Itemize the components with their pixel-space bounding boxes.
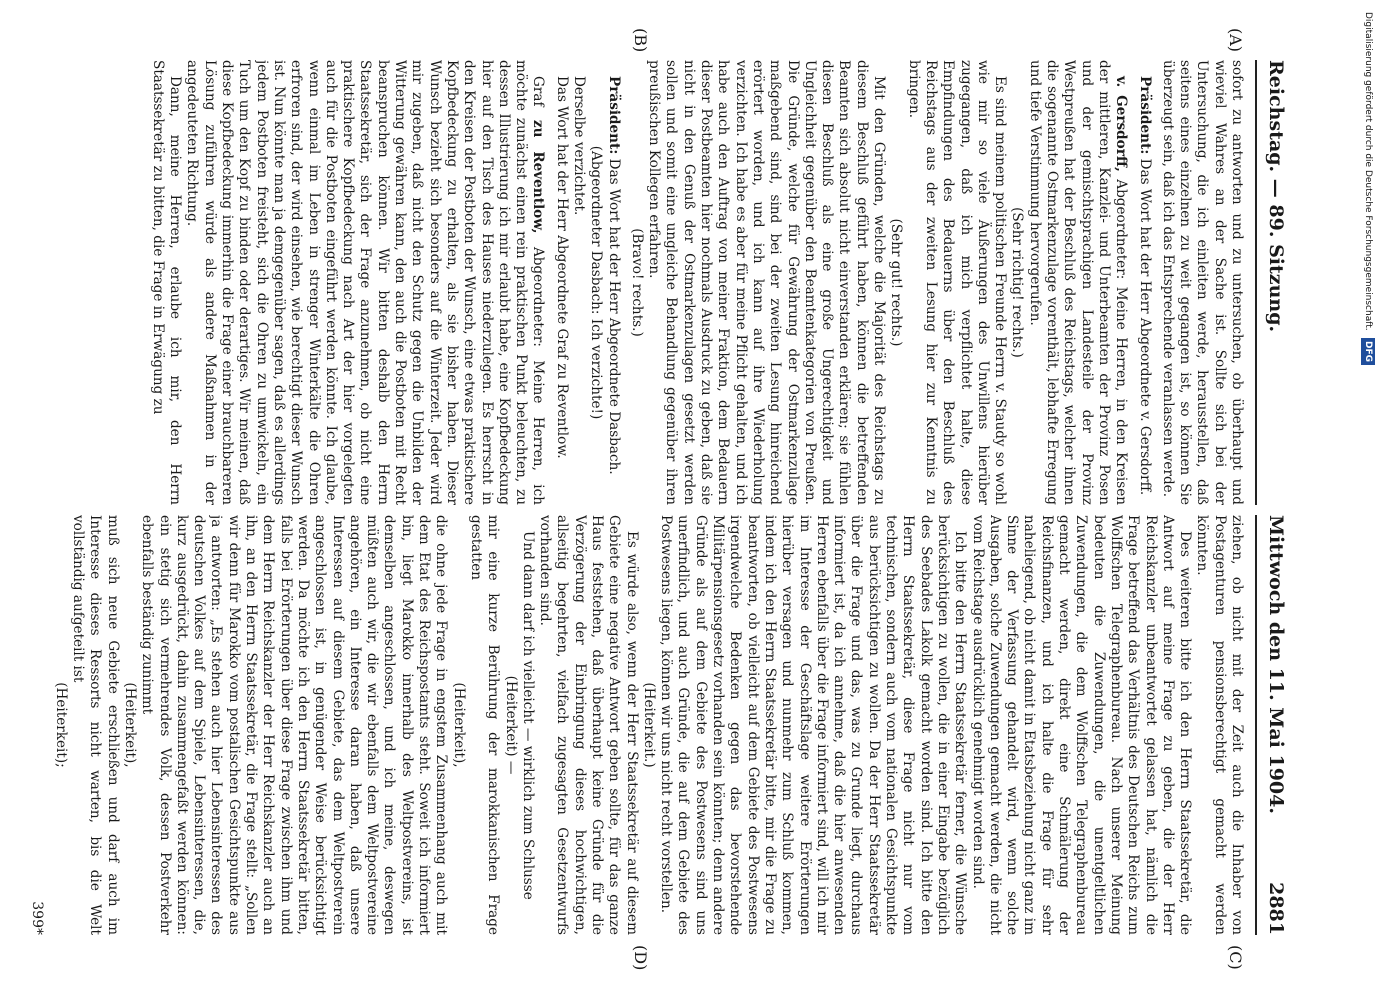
margin-letter-b: (B) (631, 28, 650, 53)
paragraph: Und dann darf ich vielleicht — wirklich zum Schlusse (519, 531, 536, 900)
header-right (1255, 515, 1287, 935)
paragraph: Derselbe verzichtet. (571, 76, 588, 216)
paragraph: die ohne jede Frage in engstem Zusammenhang auch mit dem Etat des Reichspostamts steht. Soweit ich informiert bin, liegt Marokko innerhalb des Weltpostvereins, ist demselben angeschlossen, und ich meine, deswegen müßten auch wir, die wir ebenfalls dem Weltpostvereine angehören, ein Interesse daran haben, daß unsere Interessen auf diesem Gebiete, das dem Weltpostverein angeschlossen ist, in genügender Weise berücksichtigt werden. Da möchte ich den Herrn Staatssekretär bitten, falls bei Erörterungen über diese Frage zwischen ihm und dem Herrn Reichskanzler der Herr Reichskanzler auch an ihn, an den Herrn Staatssekretär, die Frage stellt: „Sollen wir denn für Marokko vom postalischen Gesichtspunkte aus ja antworten: „Es stehen auch hier Lebensinteressen des deutschen Volkes auf dem Spiele, Lebensinteressen, die, kurz ausgedrückt, dahin zusammengefaßt werden können: ein stetig sich vermehrendes Volk, dessen Postverkehr ebenfalls beständig zunimmt (139, 515, 450, 935)
paragraph: Es würde also, wenn der Herr Staatssekretär auf diesem Gebiete eine negative Antwort geben sollte, für das ganze Haus feststehen, daß überhaupt keine Gründe für die Verzögerung der Einbringung dieses hochwichtigen, allseitig begehrten, vielfach zugesagten Gesetzentwurfs vorhanden sind. (537, 515, 640, 935)
interjection: (Sehr gut! rechts.) (888, 218, 905, 347)
margin-letter-d: (D) (631, 945, 650, 971)
interjection: (Heiterkeit.) (640, 682, 657, 768)
paragraph: Ich bitte den Herrn Staatssekretär ferner, die Wünsche berücksichtigen zu wollen, die in einer Eingabe bezüglich des Seebades Lakolk gemacht worden sind. Ich bitte den Herrn Staatssekretär, diese Frage nicht nur vom technischen, sondern auch vom nationalen Gesichtspunkte aus berücksichtigen zu wollen. Da der Herr Staatssekretär über die Frage und das, was zu Grunde liegt, durchaus informiert ist, da ich annehme, daß die hier anwesenden Herren ebenfalls über die Frage informiert sind, will ich mir im Interesse der Geschäftslage weitere Erörterungen hierüber versagen und nunmehr zum Schluß kommen, indem ich den Herrn Staatssekretär bitte, mir die Frage zu beantworten, ob vielleicht auf dem Gebiete des Postwesens irgendwelche Bedenken gegen das bevorstehende Militärpensionsgesetz vorhanden sein könnten; denn andere Gründe als auf dem Gebiete des Postwesens sind uns unerfindlich, und auch Gründe, die auf dem Gebiete des Postwesens liegen, können wir uns nicht recht vorstellen. (658, 515, 969, 935)
paragraph: Graf zu Reventlow, Abgeordneter: Meine Herren, ich möchte zunächst einen rein praktischen Punkt beleuchten, zu dessen Illustrierung ich mir erlaubt habe, eine Kopfbedeckung hier auf den Tisch des Hauses niederzulegen. Es herrscht in den Kreisen der Postboten der Wunsch, eine etwas praktischere Kopfbedeckung zu erhalten, als sie bisher haben. Dieser Wunsch bezieht sich besonders auf die Winterzeit. Jeder wird mir zugeben, daß nicht den Schutz gegen die Unbilden der Witterung gewähren kann, den auch die Postboten mit Recht beanspruchen können. Wir bitten deshalb den Herrn Staatssekretär, sich der Frage anzunehmen, ob nicht eine praktischere Kopfbedeckung nach Art der hier vorgelegten auch für die Postboten eingeführt werden könnte. Ich glaube, wenn einmal im Leben in strenger Winterkälte die Ohren erfroren sind, der wird einsehen, wie berechtigt dieser Wunsch ist. Nun könnte man ja demgegenüber sagen, daß es allerdings jedem Postboten freisteht, sich die Ohren zu umwickeln, ein Tuch um den Kopf zu binden oder derartiges. Wir meinen, daß diese Kopfbedeckung immerhin die Frage einer brauchbareren Lösung zuführen würde als andere Maßnahmen in der angedeuteten Richtung. (184, 60, 547, 505)
interjection: (Bravo! rechts.) (628, 228, 645, 337)
interjection: (Heiterkeit), (122, 682, 138, 768)
left-column (40, 60, 1245, 505)
paragraph: Präsident: Das Wort hat der Herr Abgeordnete v. Gersdorff. (1136, 76, 1153, 496)
credit-text: Digitalisierung gefördert durch die Deutsche Forschungsgemeinschaft. (1363, 12, 1373, 331)
interjection: (Abgeordneter Dasbach: Ich verzichte!) (588, 145, 605, 420)
header-date: Mittwoch den 11. Mai 1904. (1265, 515, 1287, 814)
speaker: v. Gersdorff, (1113, 76, 1130, 172)
paragraph: muß sich neue Gebiete erschließen und darf auch im Interesse dieses Ressorts nicht warten, bis die Welt vollständig aufgeteilt ist (70, 515, 121, 935)
paragraph: Präsident: Das Wort hat der Herr Abgeordnete Dasbach. (605, 76, 622, 475)
speaker: zu Reventlow, (530, 119, 547, 234)
speaker: Präsident: (605, 76, 622, 155)
paragraph: Es sind meinem politischen Freunde Herrn v. Staudy so wohl wie mir so viele Äußerungen des Unwillens hierüber zugegangen, daß ich mich verpflichtet halte, diese Empfindungen des Bedauerns über den Beschluß des Reichstags aus der zweiten Lesung hier zur Kenntnis zu bringen. (905, 60, 1009, 505)
dfg-logo: DFG (1361, 338, 1375, 365)
margin-letter-c: (C) (1226, 945, 1245, 970)
paragraph: ziehen, ob nicht mit der Zeit auch die Inhaber von Postagenturen pensionsberechtigt gemacht werden könnten. (1194, 515, 1245, 935)
interjection: (Sehr richtig! rechts.) (1009, 207, 1026, 358)
speaker: Präsident: (1136, 76, 1153, 155)
paragraph: Das Wort hat der Herr Abgeordnete Graf zu Reventlow. (553, 76, 570, 459)
right-column (40, 515, 1245, 935)
sheet-signature: 399* (29, 901, 45, 935)
paragraph: Dann, meine Herren, erlaube ich mir, den Herrn Staatssekretär zu bitten, die Frage in Erwägung zu (149, 60, 184, 505)
interjection: (Heiterkeit), (450, 682, 467, 768)
header-left: Reichstag. — 89. Sitzung. (1255, 60, 1287, 505)
paragraph: mir eine kurze Berührung der marokkanischen Frage gestatten (467, 515, 502, 935)
paragraph: Des weiteren bitte ich den Herrn Staatssekretär, die Antwort auf meine Frage zu geben, die der Herr Reichskanzler unbeantwortet gelassen hat, nämlich die Frage betreffend das Verhältnis des Deutschen Reichs zum Wolffschen Telegraphenbureau. Nach unserer Meinung bedeuten die Zuwendungen, die unentgeltlichen Zuwendungen, die dem Wolffschen Telegraphenbureau gemacht werden, direkt eine Schmälerung der Reichsfinanzen, und ich halte die Frage für sehr naheliegend, ob nicht damit in Etatsbeziehung nicht ganz im Sinne der Verfassung gehandelt wird, wenn solche Ausgaben, solche Zuwendungen gemacht werden, die nicht vom Reichstage ausdrücklich genehmigt worden sind. (969, 515, 1194, 935)
paragraph: sofort zu antworten und zu untersuchen, ob überhaupt und wieviel Wahres an der Sache ist. Sollte sich bei der Untersuchung, die ich einleiten werde, herausstellen, daß seitens eines einzelnen zu weit gegangen ist, so können Sie überzeugt sein, daß ich das Entsprechende veranlassen werde. (1159, 60, 1245, 505)
paragraph: Mit den Gründen, welche die Majorität des Reichstags zu diesem Beschluß geführt haben, können die betreffenden Beamten sich absolut nicht einverstanden erklären; sie fühlen diesen Beschluß als eine große Ungerechtigkeit und Ungleichheit gegenüber den Beamtenkategorien von Preußen. Die Gründe, welche für Gewährung der Ostmarkenzulage maßgebend sind, sind bei der zweiten Lesung hinreichend erörtert worden, und ich kann auf ihre Wiederholung verzichten. Ich habe es aber für meine Pflicht gehalten, und ich habe auch den Auftrag von meiner Fraktion, dem Bedauern dieser Postbeamten hier nochmals Ausdruck zu geben, daß sie nicht in den Genuß der Ostmarkenzulagen gesetzt werden sollen und somit eine ungleiche Behandlung gegenüber ihren preußischen Kollegen erfahren. (646, 60, 888, 505)
page-number: 2881 (1265, 882, 1287, 935)
digitization-credit (1361, 12, 1375, 365)
interjection: (Heiterkeit) — (502, 675, 519, 775)
paragraph: v. Gersdorff, Abgeordneter: Meine Herren, in den Kreisen der mittleren, Kanzlei- und Unterbeamten der Provinz Posen und der gemischtsprachigen Landesteile der Provinz Westpreußen hat der Beschluß des Reichstags, welcher ihnen die sogenannte Ostmarkenzulage vorenthält, lebhafte Erregung und tiefe Verstimmung hervorgerufen. (1026, 60, 1130, 505)
margin-letter-a: (A) (1226, 28, 1245, 53)
interjection: (Heiterkeit); (52, 682, 69, 768)
